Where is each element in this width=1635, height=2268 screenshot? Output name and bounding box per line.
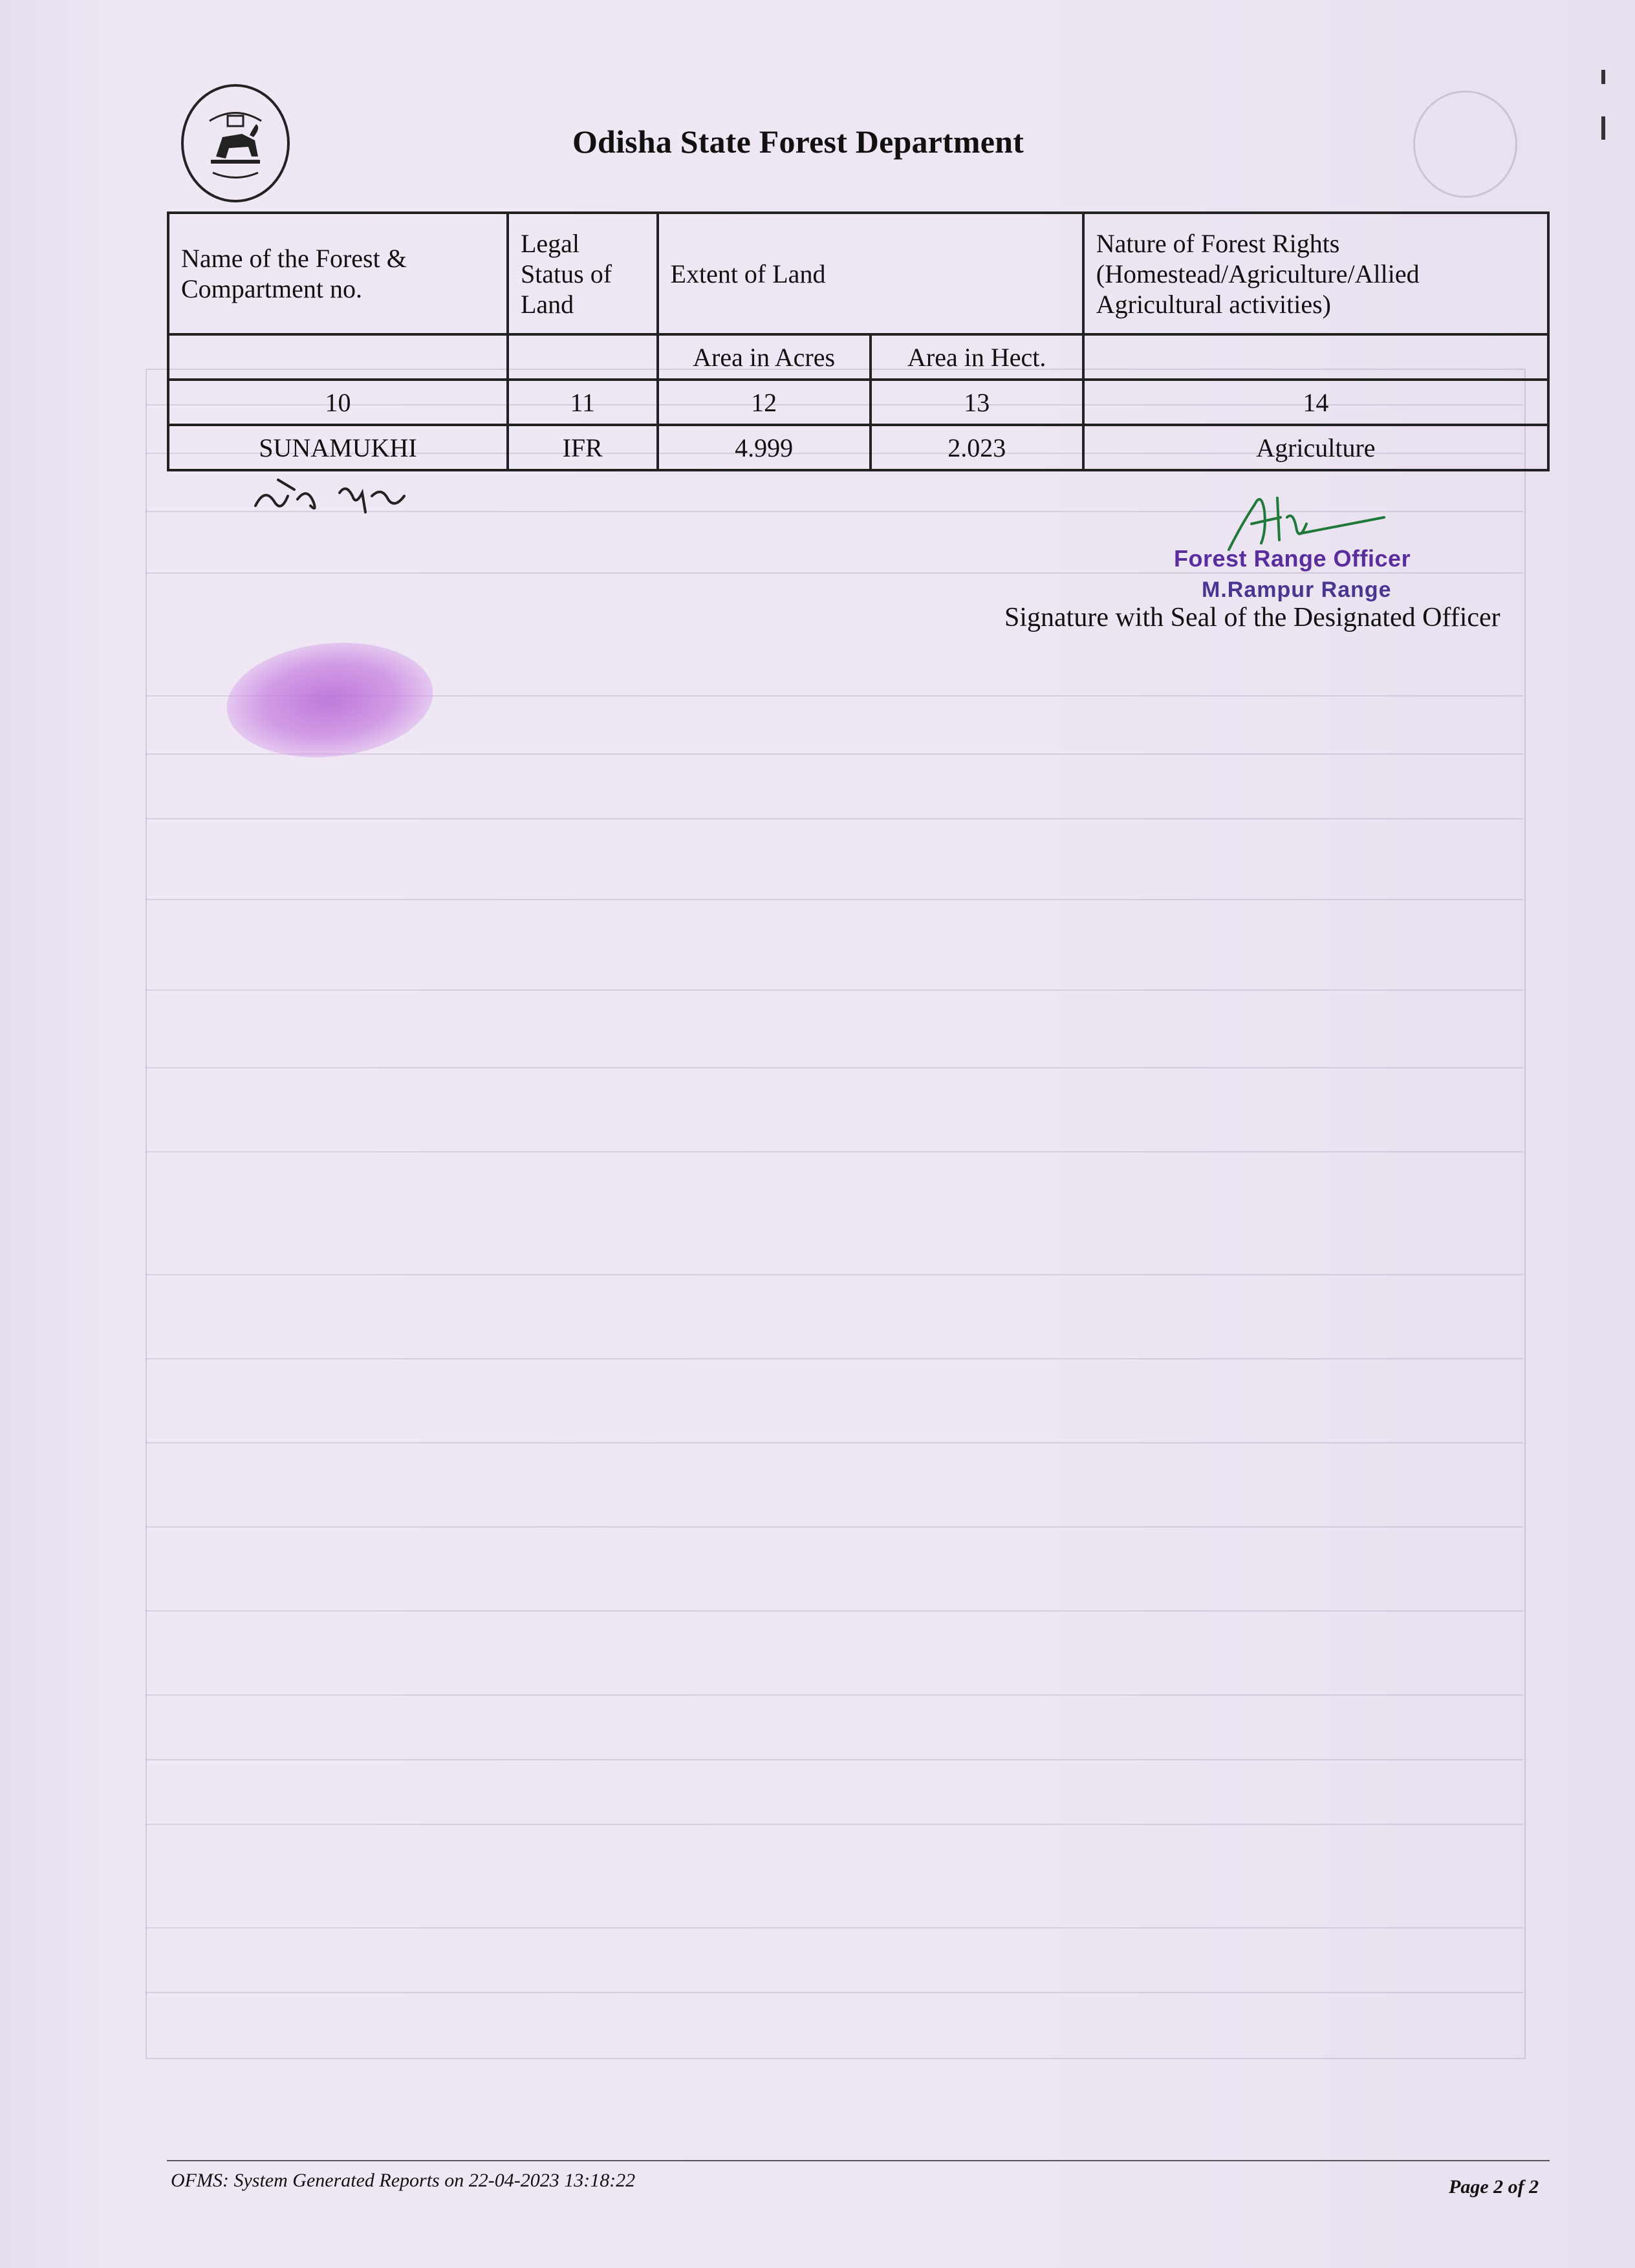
cell-legal-status: IFR	[508, 425, 658, 470]
header-nature-of-rights: Nature of Forest Rights (Homestead/Agriculture/Allied Agricultural activities)	[1083, 213, 1548, 334]
bleed-through-line	[146, 1927, 1523, 1928]
bleed-through-line	[146, 572, 1523, 574]
bleed-through-line	[146, 1442, 1523, 1443]
page-number: Page 2 of 2	[1449, 2176, 1539, 2198]
cell-forest-name: SUNAMUKHI	[168, 425, 508, 470]
bleed-through-line	[146, 1526, 1523, 1528]
bleed-through-line	[146, 1992, 1523, 1993]
column-number: 13	[871, 380, 1083, 425]
cell-area-hect: 2.023	[871, 425, 1083, 470]
table-cell-empty	[168, 334, 508, 380]
bleed-through-line	[146, 1274, 1523, 1275]
bleed-through-line	[146, 989, 1523, 991]
forest-rights-table	[167, 211, 1550, 471]
bleed-through-line	[146, 1694, 1523, 1696]
cell-nature: Agriculture	[1083, 425, 1548, 470]
column-number: 10	[168, 380, 508, 425]
bleed-through-line	[146, 899, 1523, 900]
bleed-through-line	[146, 1067, 1523, 1068]
officer-seal-title: Forest Range Officer	[1174, 545, 1411, 572]
header-area-acres: Area in Acres	[658, 334, 871, 380]
header-area-hect: Area in Hect.	[871, 334, 1083, 380]
header-forest-name: Name of the Forest & Compartment no.	[168, 213, 508, 334]
page-title-text: Odisha State Forest Department	[572, 124, 1024, 160]
edge-mark	[1601, 70, 1605, 84]
bleed-through-line	[146, 1610, 1523, 1612]
footer-divider	[167, 2160, 1550, 2161]
signature-caption: Signature with Seal of the Designated Officer	[1004, 603, 1500, 632]
page-title	[0, 123, 1635, 160]
bleed-through-line	[146, 818, 1523, 819]
footer-report-info: OFMS: System Generated Reports on 22-04-2023 13:18:22	[171, 2170, 636, 2191]
bleed-through-line	[146, 1358, 1523, 1359]
table-cell-empty	[1083, 334, 1548, 380]
header-extent-of-land: Extent of Land	[658, 213, 1083, 334]
bleed-through-line	[146, 1151, 1523, 1152]
column-number: 14	[1083, 380, 1548, 425]
bleed-through-line	[146, 1759, 1523, 1760]
handwritten-note	[249, 467, 417, 525]
header-legal-status: Legal Status of Land	[508, 213, 658, 334]
officer-seal-range: M.Rampur Range	[1202, 578, 1392, 602]
table-row	[168, 425, 1548, 470]
bleed-through-line	[146, 1824, 1523, 1825]
table-column-number-row	[168, 380, 1548, 425]
column-number: 12	[658, 380, 871, 425]
table-cell-empty	[508, 334, 658, 380]
cell-area-acres: 4.999	[658, 425, 871, 470]
table-header-row	[168, 213, 1548, 334]
table-subheader-row	[168, 334, 1548, 380]
column-number: 11	[508, 380, 658, 425]
